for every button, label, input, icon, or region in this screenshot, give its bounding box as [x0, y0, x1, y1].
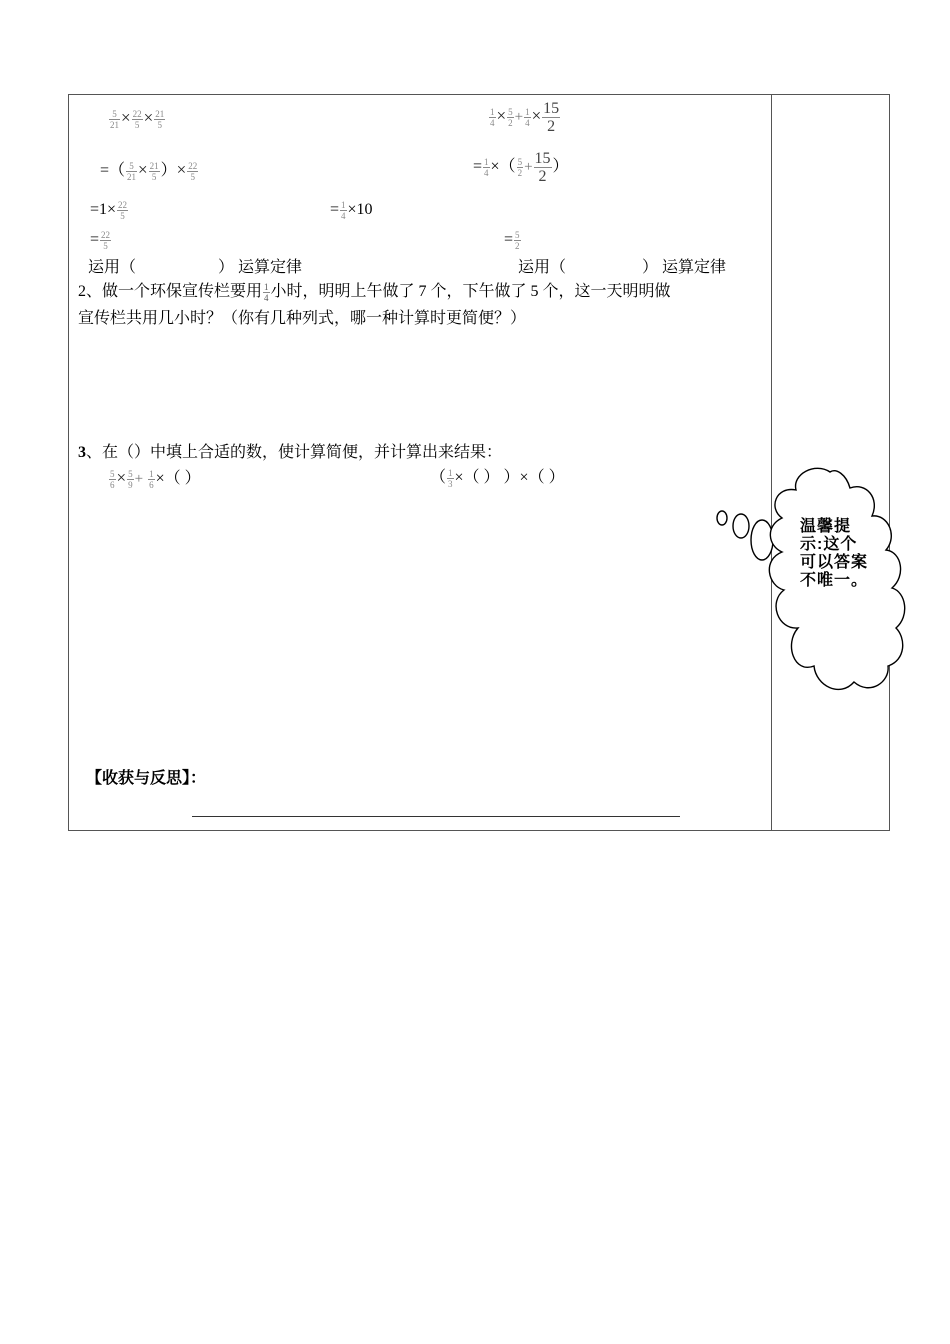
question-3-heading: 3、在（）中填上合适的数，使计算简便，并计算出来结果： [78, 444, 503, 461]
fraction: $\frac{22}{5}$ [132, 108, 142, 130]
fraction: $\frac{5}{9}$ [128, 468, 133, 490]
p1-left-rule: 运用（ ） 运算定律 [88, 259, 303, 276]
fraction: $\frac{5}{2}$ [515, 230, 520, 251]
fraction: $\frac{21}{5}$ [149, 160, 159, 182]
question-3-left-expression: $\frac{5}{6}$ × $\frac{5}{9}$ + $\frac{1}{6}$ ×（ ） [110, 468, 201, 490]
p1-left-line2: =（ $\frac{5}{21}$ × $\frac{21}{5}$ ）× $\frac{22}{5}$ [100, 160, 198, 182]
p1-right-line4: = $\frac{5}{2}$ [504, 230, 520, 251]
p1-right-line1: $\frac{1}{4}$ × $\frac{5}{2}$ + $\frac{1}{4}$ × $\frac{15}{2}$ [490, 100, 560, 135]
p1-left-line4: = $\frac{22}{5}$ [90, 230, 111, 251]
question-3-right-expression: （ $\frac{1}{3}$ ×（ ） ）×（ ） [430, 468, 565, 489]
p1-right-rule: 运用（ ） 运算定律 [518, 259, 727, 276]
p1-right-line2: = $\frac{1}{4}$ ×（ $\frac{5}{2}$ + $\frac{15}{2}$ ） [473, 150, 569, 185]
fraction: $\frac{5}{21}$ [110, 108, 119, 130]
fraction: $\frac{22}{5}$ [101, 230, 111, 251]
fraction: $\frac{15}{2}$ [534, 150, 551, 185]
fraction: $\frac{15}{2}$ [543, 100, 560, 135]
p1-left-line1: $\frac{5}{21}$ × $\frac{22}{5}$ × $\frac{21}{5}$ [110, 108, 165, 130]
fraction: $\frac{1}{4}$ [525, 107, 530, 128]
reflection-answer-line [192, 816, 680, 817]
fraction: $\frac{1}{4}$ [484, 157, 489, 178]
fraction: $\frac{5}{21}$ [127, 160, 137, 182]
fraction: $\frac{22}{5}$ [188, 160, 198, 182]
fraction: $\frac{5}{6}$ [110, 468, 115, 490]
p1-right-line3: = $\frac{1}{4}$ ×10 [330, 200, 373, 221]
fraction: $\frac{1}{4}$ [490, 107, 495, 128]
reflection-label: 【收获与反思】： [86, 770, 207, 787]
question-2-line1: 2、做一个环保宣传栏要用 $\frac{1}{4}$ 小时，明明上午做了 7 个，下午做了 5 个，这一天明明做 [78, 282, 671, 303]
fraction: $\frac{5}{2}$ [517, 157, 523, 178]
question-2-line2: 宣传栏共用几小时？（你有几种列式，哪一种计算时更简便？） [78, 310, 527, 327]
fraction: $\frac{1}{4}$ [341, 200, 346, 221]
fraction: $\frac{5}{2}$ [508, 107, 513, 128]
fraction: $\frac{1}{3}$ [448, 468, 453, 489]
fraction: $\frac{22}{5}$ [118, 200, 128, 221]
tip-text: 温馨提示:这个可以答案不唯一。 [800, 518, 869, 589]
fraction: $\frac{1}{4}$ [264, 282, 269, 303]
fraction: $\frac{1}{6}$ [149, 468, 154, 490]
p1-left-line3: =1× $\frac{22}{5}$ [90, 200, 128, 221]
fraction: $\frac{21}{5}$ [155, 108, 165, 130]
